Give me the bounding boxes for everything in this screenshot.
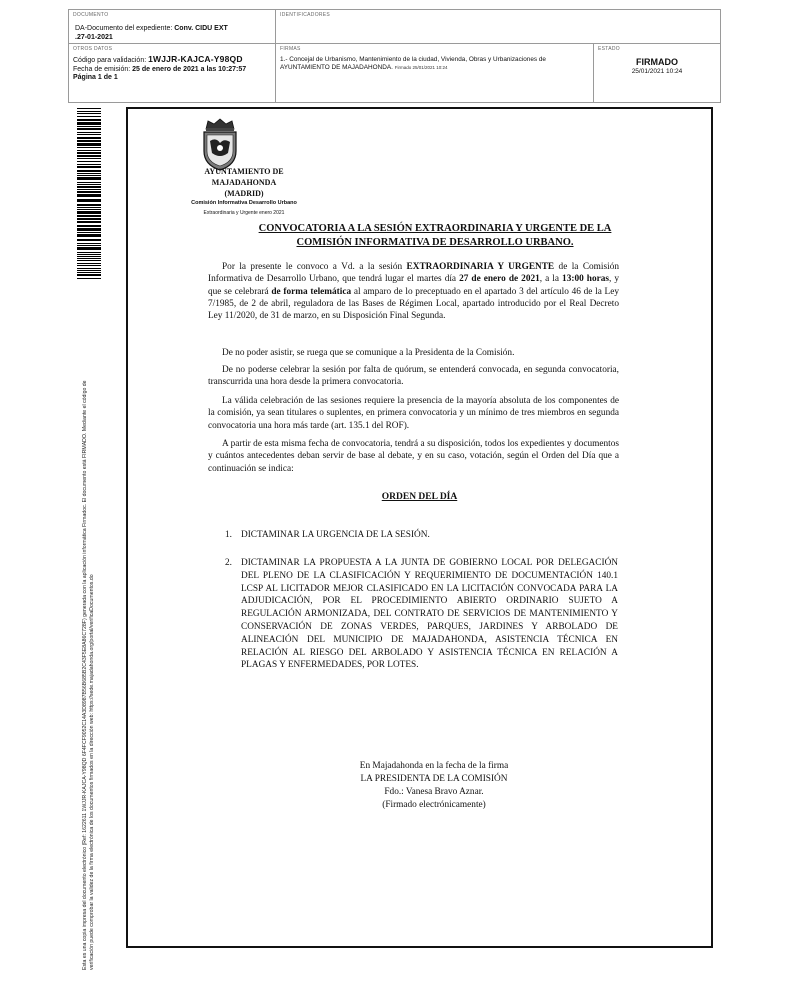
agenda-item-1-number: 1. — [225, 530, 232, 540]
org-name-line-3: (MADRID) — [224, 189, 264, 198]
signature-role: LA PRESIDENTA DE LA COMISIÓN — [360, 774, 508, 784]
codigo-value: 1WJJR-KAJCA-Y98QD — [148, 54, 243, 64]
estado-date: 25/01/2021 10:24 — [631, 68, 683, 75]
codigo-prefix: Código para validación: — [73, 57, 149, 64]
para1-date: 27 de enero de 2021 — [459, 274, 540, 285]
org-name-line-2: MAJADAHONDA — [211, 178, 277, 187]
fecha-prefix: Fecha de emisión: — [73, 65, 133, 73]
coat-of-arms-logo — [198, 115, 242, 173]
estado-cell — [594, 44, 720, 102]
para1-text-4: , y que se celebrará — [208, 274, 620, 297]
firmas-label: FIRMAS — [280, 46, 301, 52]
pagina-count: Página 1 de 1 — [73, 74, 118, 81]
firmas-date: Firmado 25/01/2021 10:24 — [394, 65, 448, 70]
org-session-type: Extraordinaria y Urgente enero 2021 — [203, 210, 285, 216]
para1-text-3: , a la — [539, 274, 563, 285]
org-name-line-1: AYUNTAMIENTO DE — [204, 167, 284, 176]
identificadores-label: IDENTIFICADORES — [280, 12, 331, 18]
documents-paragraph: A partir de esta misma fecha de convocatoria, tendrá a su disposición, todos los expedientes y documentos y cuántos antecedentes deban servir de base al debate, y en su caso, votación, según el Orden del Día que a continuación se indica: — [208, 439, 619, 474]
agenda-item-1-text: DICTAMINAR LA URGENCIA DE LA SESIÓN. — [241, 530, 430, 540]
signature-name: Fdo.: Vanesa Bravo Aznar. — [384, 787, 484, 797]
barcode-image — [77, 108, 101, 280]
document-title-line-1: CONVOCATORIA A LA SESIÓN EXTRAORDINARIA Y URGENTE DE LA — [258, 223, 612, 234]
agenda-item-2-number: 2. — [225, 558, 232, 568]
validity-paragraph: La válida celebración de las sesiones requiere la presencia de la mayoría absoluta de los componentes de la comisión, ya sean titulares o suplentes, en primera convocatoria y un mínimo de tres miembros en segunda convocatoria una hora más tarde (art. 135.1 del ROF). — [208, 396, 619, 431]
fecha-emision — [73, 66, 271, 75]
convocation-paragraph — [208, 261, 619, 322]
para1-time: 13:00 horas — [562, 274, 609, 285]
signature-electronic-note: (Firmado electrónicamente) — [382, 800, 486, 810]
agenda-title: ORDEN DEL DÍA — [381, 492, 458, 502]
otros-datos-cell — [69, 44, 276, 102]
firmas-cell — [276, 44, 594, 102]
documento-prefix: DA-Documento del expediente: — [75, 25, 175, 32]
documento-label: DOCUMENTO — [73, 12, 109, 18]
firmas-entry — [280, 56, 589, 72]
estado-label: ESTADO — [598, 46, 620, 52]
org-commission-name: Comisión Informativa Desarrollo Urbano — [191, 200, 297, 206]
para1-text-1: Por la presente le convoco a Vd. a la sesión — [222, 262, 407, 272]
fecha-value: 25 de enero de 2021 a las 10:27:57 — [132, 65, 247, 73]
para1-text-2: de la Comisión Informativa de Desarrollo Urbano, que tendrá lugar el martes día — [208, 262, 619, 285]
para1-session-type: EXTRAORDINARIA Y URGENTE — [406, 262, 555, 272]
absence-paragraph: De no poder asistir, se ruega que se comunique a la Presidenta de la Comisión. — [222, 348, 515, 358]
para1-mode: de forma telemática — [271, 286, 352, 297]
estado-value: FIRMADO — [636, 57, 678, 67]
signature-place-date: En Majadahonda en la fecha de la firma — [359, 761, 509, 771]
vertical-text-line-1: Esta es una copia impresa del documento electrónico (Ref: 1622611 1WJJR-KAJCA-Y98QD 6F4FCF9052C14A3D8987B56B685B2C43F5E8A86C728F) generada con la aplicación informática Firmadoc. El documento está FIRMADO. Mediante el código de — [82, 380, 88, 970]
documento-line-1 — [73, 24, 271, 33]
vertical-verification-text — [82, 300, 96, 970]
documento-line-2: .27-01-2021 — [75, 34, 113, 41]
firmas-text: 1.- Concejal de Urbanismo, Mantenimiento de la ciudad, Vivienda, Obras y Urbanizaciones de AYUNTAMIENTO DE MAJADAHONDA. — [280, 56, 546, 71]
para1-text-5: al amparo de lo preceptuado en el apartado 3 del artículo 46 de la Ley 7/1985, de 2 de abril, reguladora de las Bases de Régimen Local, apartado introducido por el Real Decreto Ley 11/2020, de 31 de marzo, en su Disposición Final Segunda. — [208, 286, 619, 322]
otros-datos-label: OTROS DATOS — [73, 46, 113, 52]
documento-expediente: Conv. CIDU EXT — [174, 25, 228, 32]
documento-cell — [69, 10, 276, 44]
document-metadata-header — [68, 9, 721, 103]
identificadores-cell — [276, 10, 720, 44]
agenda-item-2-text: DICTAMINAR LA PROPUESTA A LA JUNTA DE GOBIERNO LOCAL POR DELEGACIÓN DEL PLENO DE LA CLASIFICACIÓN Y REQUERIMIENTO DE DOCUMENTACIÓN 140.1 LCSP AL LICITADOR MEJOR CLASIFICADO EN LA LICITACIÓN CONVOCADA PARA LA ADJUDICACIÓN, POR EL PROCEDIMIENTO ABIERTO ORDINARIO SUJETO A REGULACIÓN ARMONIZADA, DEL CONTRATO DE SERVICIOS DE MANTENIMIENTO Y CONSERVACIÓN DE ZONAS VERDES, PARQUES, JARDINES Y ARBOLADO DE ALINEACIÓN DEL MUNICIPIO DE MAJADAHONDA, ASISTENCIA TÉCNICA EN RELACIÓN AL RIESGO DEL ARBOLADO Y ASISTENCIA TÉCNICA EN RELACIÓN A PLAGAS Y ENFERMEDADES, POR LOTES. — [241, 558, 618, 671]
codigo-validacion — [73, 55, 271, 66]
vertical-text-line-2: verificación puede comprobar la validez de la firma electrónica de los documentos firmados en la dirección web: https://sede.majadahonda.org/portal/verificaDocumentos.do — [89, 574, 95, 970]
document-title-line-2: COMISIÓN INFORMATIVA DE DESARROLLO URBANO. — [296, 237, 574, 248]
quorum-paragraph: De no poderse celebrar la sesión por falta de quórum, se entenderá convocada, en segunda convocatoria, transcurrida una hora desde la primera convocatoria. — [208, 365, 619, 388]
document-page-frame — [126, 107, 713, 948]
